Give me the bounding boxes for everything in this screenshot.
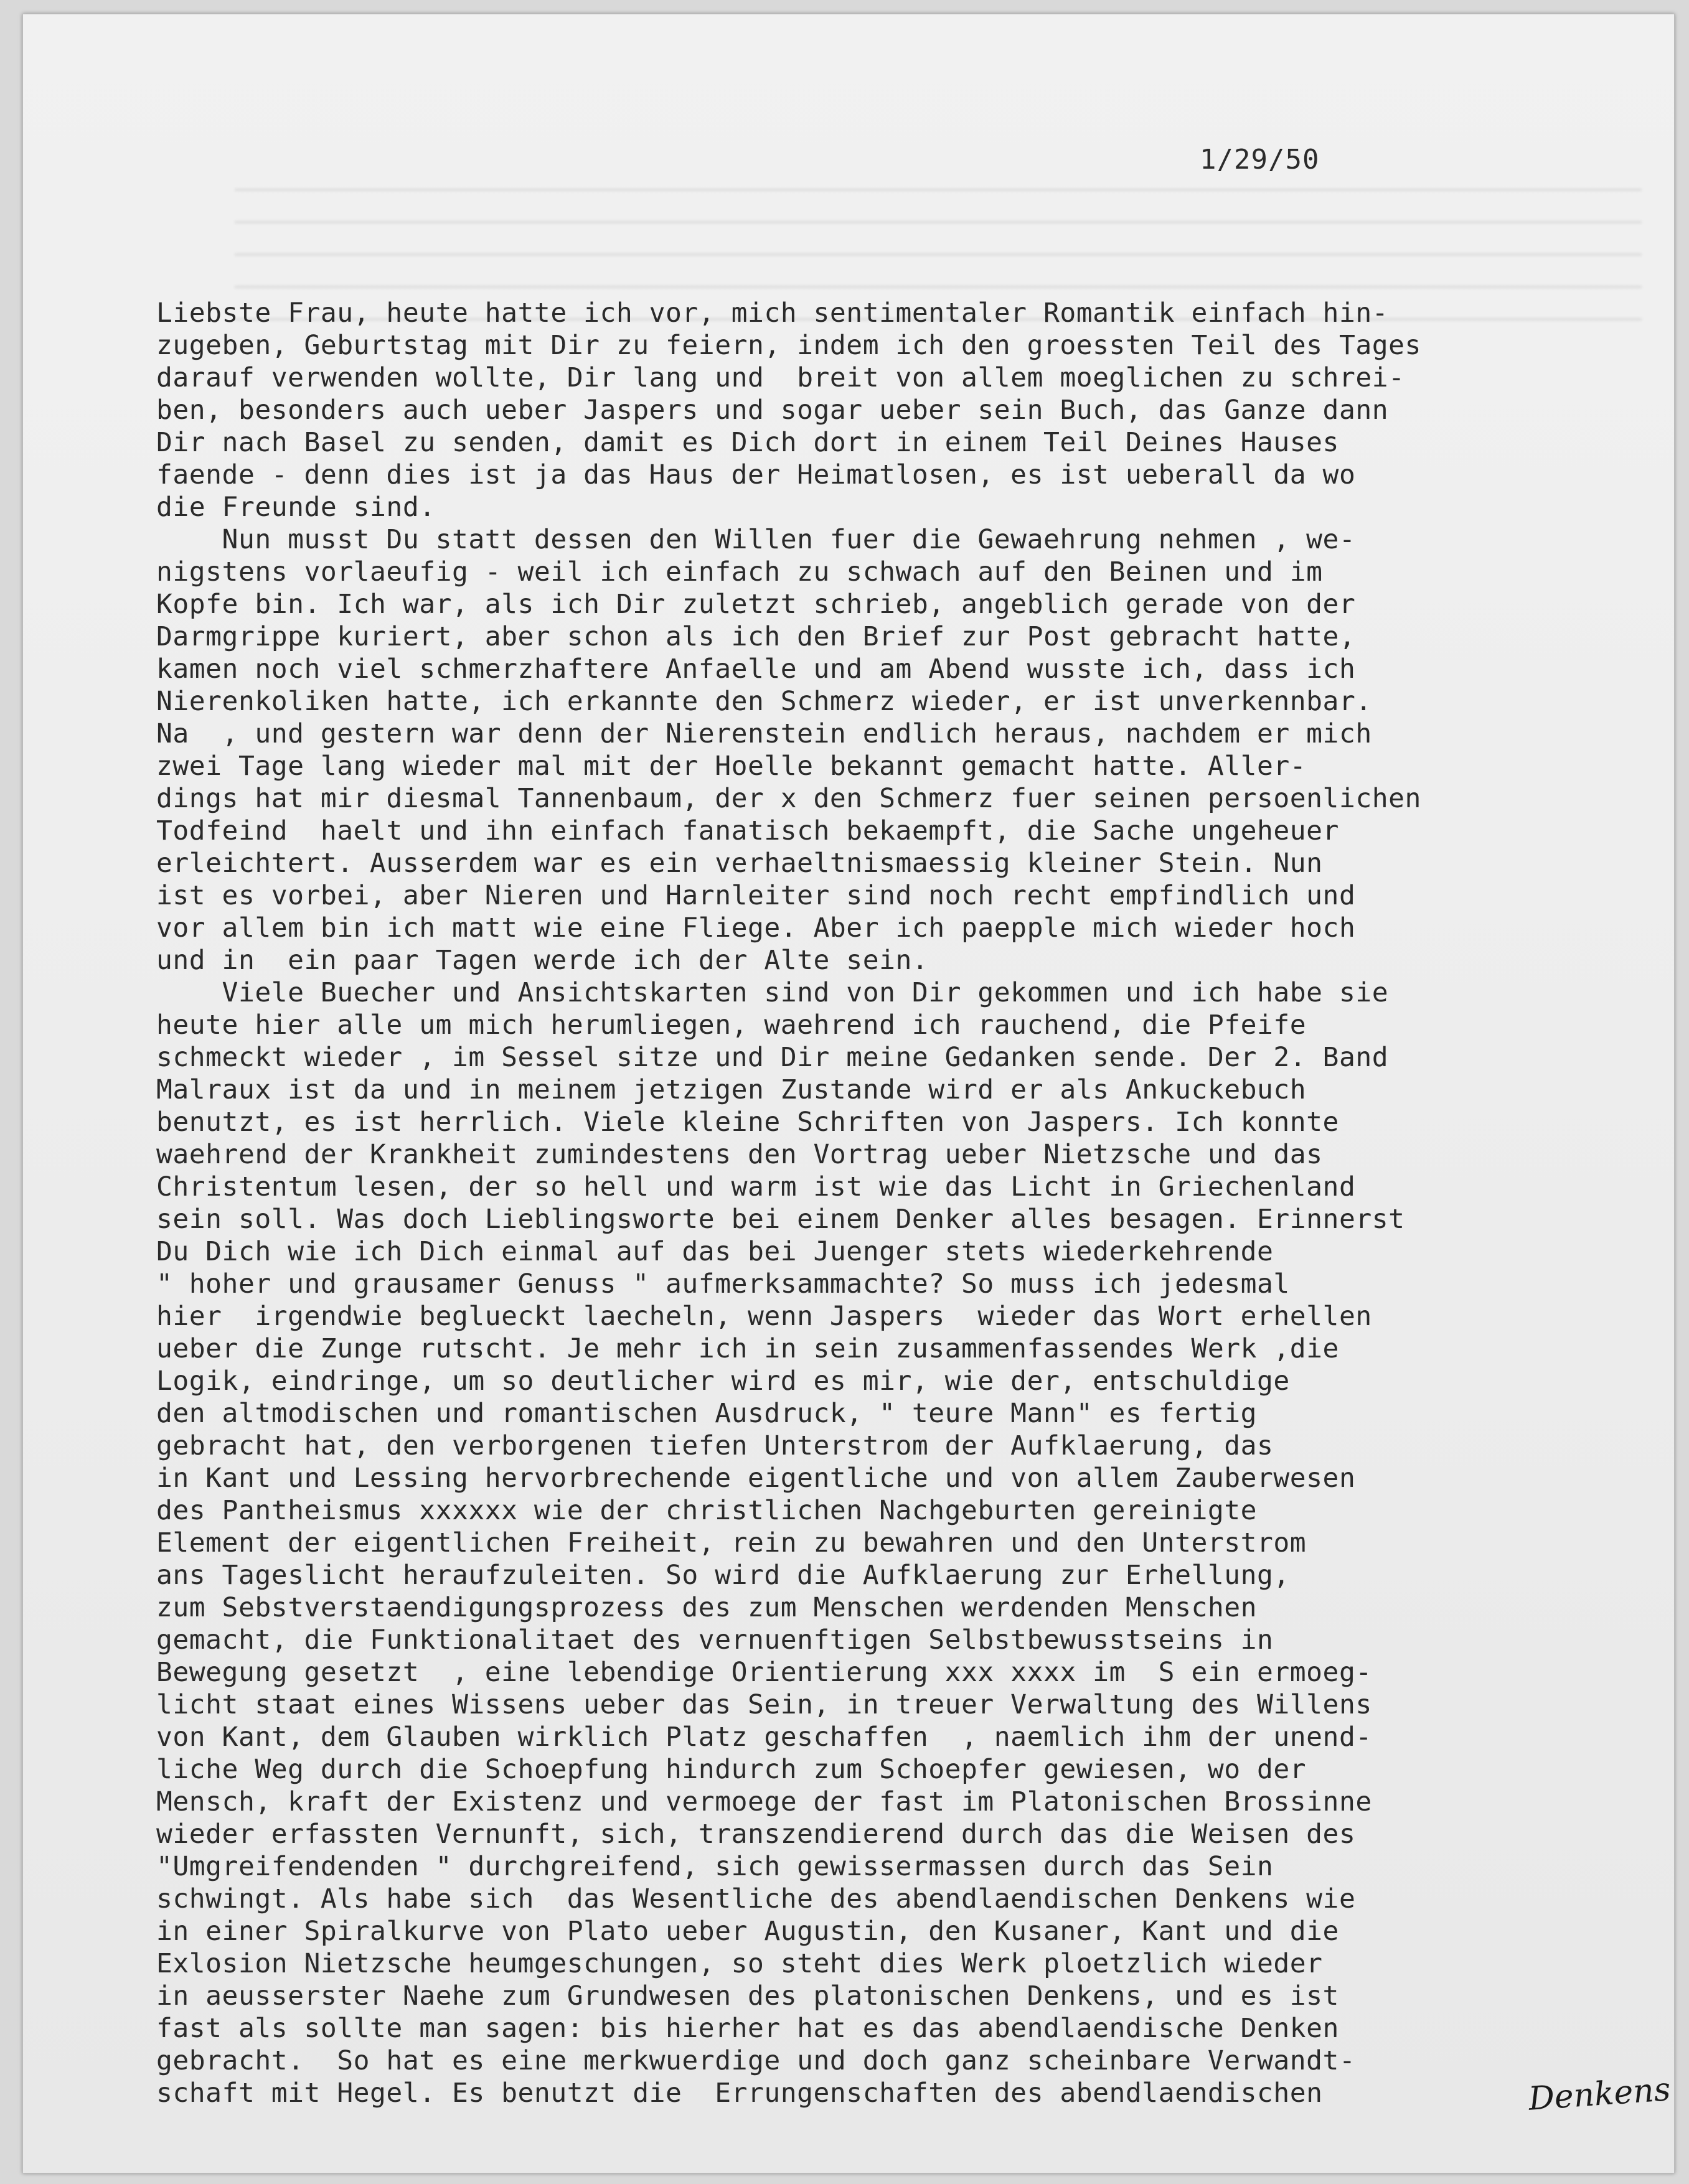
letter-line: von Kant, dem Glauben wirklich Platz geschaffen , naemlich ihm der unend-: [156, 1722, 1372, 1753]
letter-line: gebracht. So hat es eine merkwuerdige und doch ganz scheinbare Verwandt-: [156, 2045, 1356, 2076]
letter-line: nigstens vorlaeufig - weil ich einfach zu schwach auf den Beinen und im: [156, 556, 1323, 588]
letter-line: Nun musst Du statt dessen den Willen fuer die Gewaehrung nehmen , we-: [156, 524, 1356, 555]
letter-line: ist es vorbei, aber Nieren und Harnleiter sind noch recht empfindlich und: [156, 880, 1356, 911]
letter-line: Malraux ist da und in meinem jetzigen Zustande wird er als Ankuckebuch: [156, 1074, 1307, 1105]
letter-line: zum Sebstverstaendigungsprozess des zum Menschen werdenden Menschen: [156, 1592, 1258, 1623]
letter-line: schaft mit Hegel. Es benutzt die Errungenschaften des abendlaendischen: [156, 2078, 1323, 2109]
letter-line: Logik, eindringe, um so deutlicher wird es mir, wie der, entschuldige: [156, 1366, 1290, 1397]
letter-line: in einer Spiralkurve von Plato ueber Augustin, den Kusaner, Kant und die: [156, 1916, 1339, 1947]
letter-line: schwingt. Als habe sich das Wesentliche des abendlaendischen Denkens wie: [156, 1883, 1356, 1915]
letter-line: gemacht, die Funktionalitaet des vernuenftigen Selbstbewusstseins in: [156, 1624, 1274, 1656]
letter-line: die Freunde sind.: [156, 492, 436, 523]
letter-line: Darmgrippe kuriert, aber schon als ich den Brief zur Post gebracht hatte,: [156, 621, 1356, 652]
letter-line: vor allem bin ich matt wie eine Fliege. Aber ich paepple mich wieder hoch: [156, 912, 1356, 944]
letter-line: kamen noch viel schmerzhaftere Anfaelle und am Abend wusste ich, dass ich: [156, 654, 1356, 685]
letter-line: liche Weg durch die Schoepfung hindurch zum Schoepfer gewiesen, wo der: [156, 1754, 1307, 1785]
letter-line: Todfeind haelt und ihn einfach fanatisch bekaempft, die Sache ungeheuer: [156, 815, 1339, 846]
letter-body: [156, 297, 1663, 2109]
letter-line: Du Dich wie ich Dich einmal auf das bei Juenger stets wiederkehrende: [156, 1236, 1274, 1267]
letter-line: in aeusserster Naehe zum Grundwesen des platonischen Denkens, und es ist: [156, 1980, 1339, 2012]
letter-line: Element der eigentlichen Freiheit, rein zu bewahren und den Unterstrom: [156, 1527, 1307, 1558]
letter-line: fast als sollte man sagen: bis hierher hat es das abendlaendische Denken: [156, 2013, 1339, 2044]
letter-line: Exlosion Nietzsche heumgeschungen, so steht dies Werk ploetzlich wieder: [156, 1948, 1323, 1979]
letter-line: zugeben, Geburtstag mit Dir zu feiern, indem ich den groessten Teil des Tages: [156, 330, 1421, 361]
letter-line: den altmodischen und romantischen Ausdruck, " teure Mann" es fertig: [156, 1398, 1258, 1429]
letter-line: darauf verwenden wollte, Dir lang und breit von allem moeglichen zu schrei-: [156, 362, 1405, 393]
letter-line: licht staat eines Wissens ueber das Sein, in treuer Verwaltung des Willens: [156, 1689, 1372, 1720]
letter-line: Christentum lesen, der so hell und warm ist wie das Licht in Griechenland: [156, 1171, 1356, 1202]
typed-letter-page: [22, 14, 1675, 2173]
letter-line: zwei Tage lang wieder mal mit der Hoelle bekannt gemacht hatte. Aller-: [156, 751, 1307, 782]
letter-line: Viele Buecher und Ansichtskarten sind von Dir gekommen und ich habe sie: [156, 977, 1389, 1008]
letter-line: wieder erfassten Vernunft, sich, transzendierend durch das die Weisen des: [156, 1819, 1356, 1850]
letter-line: ans Tageslicht heraufzuleiten. So wird die Aufklaerung zur Erhellung,: [156, 1560, 1290, 1591]
letter-line: und in ein paar Tagen werde ich der Alte sein.: [156, 945, 929, 976]
letter-line: hier irgendwie beglueckt laecheln, wenn Jaspers wieder das Wort erhellen: [156, 1301, 1372, 1332]
letter-line: gebracht hat, den verborgenen tiefen Unterstrom der Aufklaerung, das: [156, 1430, 1274, 1461]
letter-line: in Kant und Lessing hervorbrechende eigentliche und von allem Zauberwesen: [156, 1463, 1356, 1494]
letter-line: dings hat mir diesmal Tannenbaum, der x den Schmerz fuer seinen persoenlichen: [156, 783, 1421, 814]
letter-line: des Pantheismus xxxxxx wie der christlichen Nachgeburten gereinigte: [156, 1495, 1258, 1526]
letter-line: faende - denn dies ist ja das Haus der Heimatlosen, es ist ueberall da wo: [156, 459, 1356, 490]
letter-line: waehrend der Krankheit zumindestens den Vortrag ueber Nietzsche und das: [156, 1139, 1323, 1170]
letter-line: schmeckt wieder , im Sessel sitze und Dir meine Gedanken sende. Der 2. Band: [156, 1042, 1389, 1073]
handwritten-word: Denkens: [1527, 2071, 1672, 2118]
letter-line: Bewegung gesetzt , eine lebendige Orientierung xxx xxxx im S ein ermoeg-: [156, 1657, 1372, 1688]
letter-line: Kopfe bin. Ich war, als ich Dir zuletzt schrieb, angeblich gerade von der: [156, 589, 1356, 620]
letter-line: Dir nach Basel zu senden, damit es Dich dort in einem Teil Deines Hauses: [156, 427, 1339, 458]
letter-line: benutzt, es ist herrlich. Viele kleine Schriften von Jaspers. Ich konnte: [156, 1107, 1339, 1138]
letter-line: Na , und gestern war denn der Nierenstein endlich heraus, nachdem er mich: [156, 718, 1372, 749]
letter-date: 1/29/50: [1200, 144, 1320, 176]
letter-line: heute hier alle um mich herumliegen, waehrend ich rauchend, die Pfeife: [156, 1010, 1307, 1041]
letter-line: Nierenkoliken hatte, ich erkannte den Schmerz wieder, er ist unverkennbar.: [156, 686, 1372, 717]
letter-line: " hoher und grausamer Genuss " aufmerksammachte? So muss ich jedesmal: [156, 1268, 1290, 1300]
letter-line: Mensch, kraft der Existenz und vermoege der fast im Platonischen Brossinne: [156, 1786, 1372, 1817]
letter-line: ben, besonders auch ueber Jaspers und sogar ueber sein Buch, das Ganze dann: [156, 395, 1389, 426]
letter-line: sein soll. Was doch Lieblingsworte bei einem Denker alles besagen. Erinnerst: [156, 1204, 1405, 1235]
letter-line: ueber die Zunge rutscht. Je mehr ich in sein zusammenfassendes Werk ,die: [156, 1333, 1339, 1364]
letter-line: Liebste Frau, heute hatte ich vor, mich sentimentaler Romantik einfach hin-: [156, 298, 1389, 329]
letter-line: erleichtert. Ausserdem war es ein verhaeltnismaessig kleiner Stein. Nun: [156, 848, 1323, 879]
letter-line: "Umgreifendenden " durchgreifend, sich gewissermassen durch das Sein: [156, 1851, 1274, 1882]
